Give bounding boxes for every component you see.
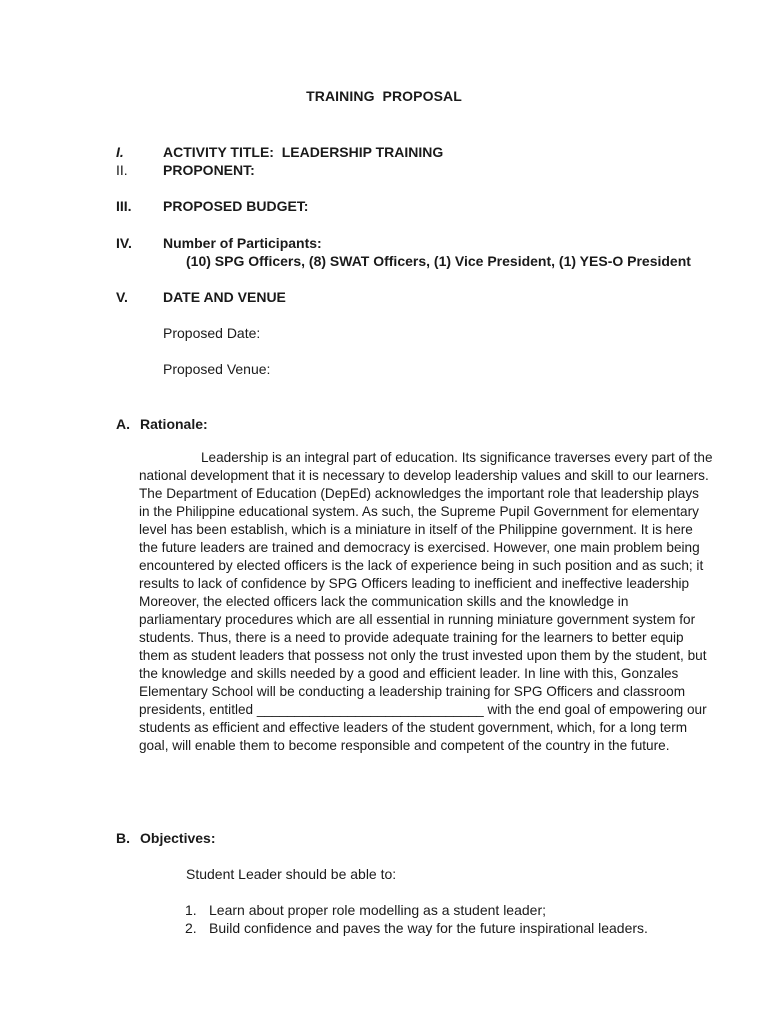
objectives-heading: Objectives: [140,830,216,846]
participants-detail: (10) SPG Officers, (8) SWAT Officers, (1) Vice President, (1) YES-O President [186,253,691,269]
section-numeral-2: II. [116,162,128,178]
section-numeral-4: IV. [116,235,132,251]
list-item-number: 2. [185,920,197,936]
rationale-line: parliamentary procedures which are all essential in running miniature government system for [139,612,696,627]
rationale-paragraph [139,449,713,755]
objectives-list [185,901,648,937]
objectives-letter: B. [116,830,130,846]
proposed-date-label: Proposed Date: [163,325,261,341]
participants-label: Number of Participants: [163,235,322,251]
rationale-line: Leadership is an integral part of education. Its significance traverses every part of the [201,450,713,465]
proponent-label: PROPONENT: [163,162,255,178]
list-item-text: Build confidence and paves the way for the future inspirational leaders. [209,920,648,936]
rationale-line: the future leaders are trained and democracy is exercised. However, one main problem being [139,540,700,555]
rationale-line: Moreover, the elected officers lack the communication skills and the knowledge in [139,594,629,609]
list-item [185,901,648,919]
date-venue-label: DATE AND VENUE [163,289,286,305]
section-numeral-3: III. [116,198,132,214]
section-numeral-1: I. [116,144,124,160]
list-item-number: 1. [185,902,197,918]
rationale-line: goal, will enable them to become responsible and competent of the country in the future. [139,738,670,753]
section-numeral-5: V. [116,289,128,305]
proposed-budget-label: PROPOSED BUDGET: [163,198,309,214]
list-item-text: Learn about proper role modelling as a student leader; [209,902,546,918]
rationale-line: students as efficient and effective leaders of the student government, which, for a long term [139,720,688,735]
rationale-line: level has been establish, which is a miniature in itself of the Philippine government. It is here [139,522,693,537]
rationale-line: encountered by elected officers is the lack of experience being in such position and as such; it [139,558,704,573]
rationale-line: results to lack of confidence by SPG Officers leading to inefficient and ineffective leadership [139,576,690,591]
rationale-heading: Rationale: [140,416,208,432]
rationale-line: The Department of Education (DepEd) acknowledges the important role that leadership plays [139,486,699,501]
objectives-intro: Student Leader should be able to: [186,866,397,882]
rationale-letter: A. [116,416,130,432]
list-item [185,919,648,937]
rationale-line: in the Philippine educational system. As such, the Supreme Pupil Government for elementary [139,504,699,519]
activity-title-label: ACTIVITY TITLE: LEADERSHIP TRAINING [163,144,444,160]
rationale-line: the knowledge and skills needed by a good and efficient leader. In line with this, Gonzales [139,666,679,681]
document-title: TRAINING PROPOSAL [306,88,462,104]
rationale-line: national development that it is necessary to develop leadership values and skill to our learners. [139,468,709,483]
rationale-line: students. Thus, there is a need to provide adequate training for the learners to better equip [139,630,684,645]
rationale-line: them as student leaders that possess not only the trust invested upon them by the student, but [139,648,707,663]
rationale-line: Elementary School will be conducting a leadership training for SPG Officers and classroom [139,684,686,699]
proposed-venue-label: Proposed Venue: [163,361,271,377]
rationale-line: presidents, entitled ______________________________ with the end goal of empowering our [139,702,707,717]
